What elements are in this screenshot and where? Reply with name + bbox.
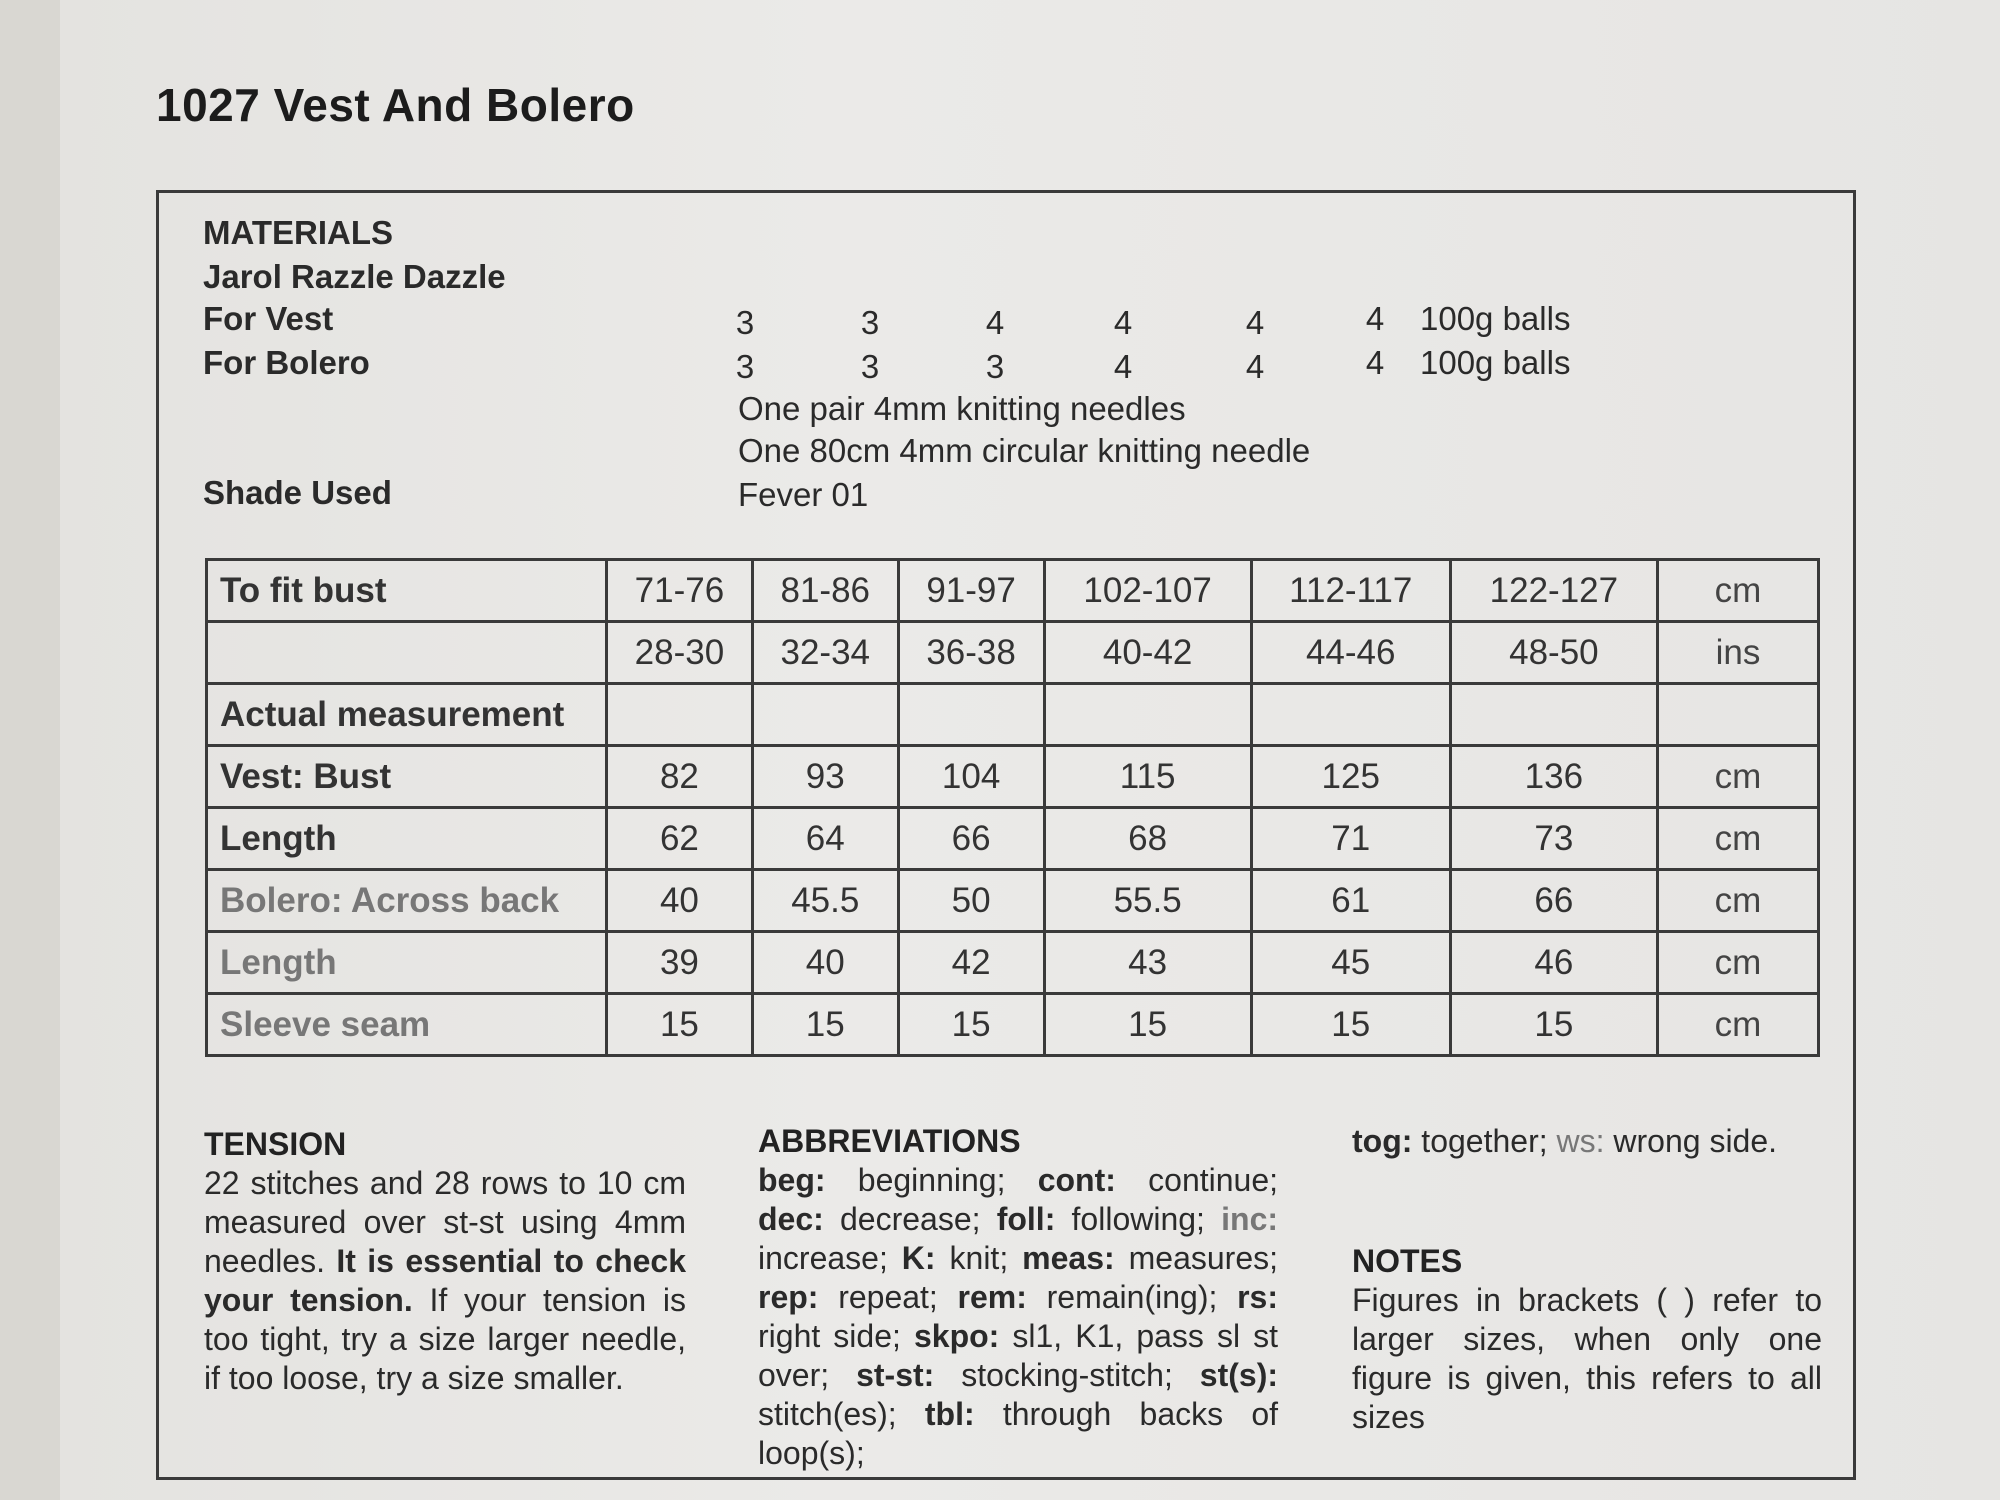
row-label: To fit bust <box>207 560 607 622</box>
abbreviations-heading: ABBREVIATIONS <box>758 1123 1021 1159</box>
abbreviation-item <box>758 1162 1005 1198</box>
abbreviation-term: rs: <box>1237 1279 1278 1315</box>
table-cell <box>1450 684 1657 746</box>
tension-warning: It is essential to check your tension. <box>204 1243 686 1318</box>
table-cell: 45 <box>1251 932 1450 994</box>
abbreviation-item <box>758 1279 938 1315</box>
abbreviation-term: st-st: <box>856 1357 935 1393</box>
shade-value: Fever 01 <box>738 476 869 513</box>
table-cell: 40 <box>607 870 753 932</box>
table-cell: 122-127 <box>1450 560 1657 622</box>
abbreviation-term: K: <box>901 1240 936 1276</box>
abbreviation-item <box>997 1201 1205 1237</box>
row-label <box>207 622 607 684</box>
row-label: Actual measurement <box>207 684 607 746</box>
vest-label: For Vest <box>203 300 334 337</box>
table-cell: 71-76 <box>607 560 753 622</box>
materials-heading: MATERIALS <box>203 214 394 251</box>
table-cell: 71 <box>1251 808 1450 870</box>
needles-pair: One pair 4mm knitting needles <box>738 390 1186 427</box>
abbreviation-item <box>1022 1240 1278 1276</box>
table-cell: 39 <box>607 932 753 994</box>
bolero-label: For Bolero <box>203 344 370 381</box>
abbreviations-section <box>758 1122 1278 1473</box>
table-cell: 44-46 <box>1251 622 1450 684</box>
table-cell <box>898 684 1044 746</box>
table-cell: 115 <box>1044 746 1251 808</box>
abbreviation-item <box>958 1279 1218 1315</box>
measurements-table <box>205 558 1820 1057</box>
table-cell <box>1044 684 1251 746</box>
table-cell <box>752 684 898 746</box>
abbreviation-term: inc: <box>1221 1201 1279 1237</box>
row-unit: cm <box>1658 870 1819 932</box>
yarn-name: Jarol Razzle Dazzle <box>203 258 506 295</box>
table-cell: 15 <box>1450 994 1657 1056</box>
table-cell: 61 <box>1251 870 1450 932</box>
abbreviation-def: right side; <box>758 1318 901 1354</box>
vest-count: 4 <box>985 304 1005 341</box>
vest-count: 4 <box>1113 304 1133 341</box>
abbreviation-term: tbl: <box>924 1396 975 1432</box>
table-cell: 82 <box>607 746 753 808</box>
table-row <box>207 746 1819 808</box>
table-cell: 43 <box>1044 932 1251 994</box>
abbreviation-def: continue; <box>1148 1162 1279 1198</box>
abbreviation-def: beginning; <box>857 1162 1006 1198</box>
table-cell: 68 <box>1044 808 1251 870</box>
abbreviation-term: beg: <box>758 1162 826 1198</box>
table-cell: 66 <box>1450 870 1657 932</box>
bolero-count: 4 <box>1113 348 1133 385</box>
table-cell: 81-86 <box>752 560 898 622</box>
table-cell: 112-117 <box>1251 560 1450 622</box>
table-cell: 15 <box>607 994 753 1056</box>
abbreviation-item <box>856 1357 1173 1393</box>
row-unit: ins <box>1658 622 1819 684</box>
table-cell: 55.5 <box>1044 870 1251 932</box>
bolero-count: 3 <box>860 348 880 385</box>
abbreviation-term: rem: <box>957 1279 1027 1315</box>
row-label: Length <box>207 808 607 870</box>
row-unit <box>1658 684 1819 746</box>
notes-text: Figures in brackets ( ) refer to larger sizes, when only one figure is given, this refers to all sizes <box>1352 1282 1822 1435</box>
row-label: Length <box>207 932 607 994</box>
abbreviation-term: st(s): <box>1199 1357 1279 1393</box>
abbreviation-def: remain(ing); <box>1046 1279 1218 1315</box>
abbreviations-continued <box>1352 1122 1822 1161</box>
table-cell: 45.5 <box>752 870 898 932</box>
abbreviation-term: rep: <box>758 1279 819 1315</box>
abbreviation-term: dec: <box>758 1201 824 1237</box>
table-cell: 48-50 <box>1450 622 1657 684</box>
abbreviation-def: following; <box>1071 1201 1205 1237</box>
vest-count: 4 <box>1245 304 1265 341</box>
table-cell: 15 <box>752 994 898 1056</box>
row-unit: cm <box>1658 932 1819 994</box>
row-label: Bolero: Across back <box>207 870 607 932</box>
table-cell: 66 <box>898 808 1044 870</box>
tension-advice: If your tension is too tight, try a size larger needle, if too loose, try a size smaller. <box>204 1282 687 1396</box>
vest-count: 3 <box>735 304 755 341</box>
table-cell: 62 <box>607 808 753 870</box>
vest-unit: 100g balls <box>1420 300 1571 337</box>
table-cell: 15 <box>1251 994 1450 1056</box>
abbreviation-term: foll: <box>996 1201 1056 1237</box>
bolero-count: 3 <box>735 348 755 385</box>
bolero-count: 3 <box>985 348 1005 385</box>
table-cell: 36-38 <box>898 622 1044 684</box>
row-unit: cm <box>1658 994 1819 1056</box>
abbreviation-def: stocking-stitch; <box>961 1357 1173 1393</box>
abbreviation-def: wrong side. <box>1613 1123 1778 1159</box>
vest-count: 4 <box>1365 300 1385 337</box>
table-row <box>207 560 1819 622</box>
table-cell: 64 <box>752 808 898 870</box>
vest-count: 3 <box>860 304 880 341</box>
table-cell: 28-30 <box>607 622 753 684</box>
abbreviation-def: knit; <box>949 1240 1009 1276</box>
table-cell: 40 <box>752 932 898 994</box>
table-cell <box>607 684 753 746</box>
abbreviation-item <box>1038 1162 1278 1198</box>
abbreviation-item <box>1352 1123 1548 1159</box>
table-row <box>207 622 1819 684</box>
bolero-count: 4 <box>1365 344 1385 381</box>
abbreviation-def: decrease; <box>839 1201 981 1237</box>
abbreviation-term: skpo: <box>913 1318 1000 1354</box>
table-cell: 73 <box>1450 808 1657 870</box>
abbreviation-term: ws: <box>1556 1123 1605 1159</box>
row-label: Sleeve seam <box>207 994 607 1056</box>
tension-heading: TENSION <box>204 1126 347 1162</box>
table-cell: 50 <box>898 870 1044 932</box>
abbreviation-item <box>758 1201 981 1237</box>
table-cell: 102-107 <box>1044 560 1251 622</box>
page-title: 1027 Vest And Bolero <box>156 79 635 131</box>
table-cell: 40-42 <box>1044 622 1251 684</box>
abbreviation-def: repeat; <box>838 1279 938 1315</box>
shade-label: Shade Used <box>203 474 392 511</box>
tension-text: 22 stitches and 28 rows to 10 cm measured over st-st using 4mm needles. <box>204 1165 686 1279</box>
abbreviation-def: sl1, K1, pass sl st over; <box>758 1318 1279 1393</box>
table-row <box>207 808 1819 870</box>
table-cell: 42 <box>898 932 1044 994</box>
row-unit: cm <box>1658 560 1819 622</box>
table-cell <box>1251 684 1450 746</box>
table-cell: 15 <box>898 994 1044 1056</box>
table-cell: 91-97 <box>898 560 1044 622</box>
row-unit: cm <box>1658 746 1819 808</box>
row-label: Vest: Bust <box>207 746 607 808</box>
table-cell: 32-34 <box>752 622 898 684</box>
table-row <box>207 994 1819 1056</box>
bolero-count: 4 <box>1245 348 1265 385</box>
needles-circular: One 80cm 4mm circular knitting needle <box>738 432 1311 469</box>
abbreviation-def: stitch(es); <box>758 1396 897 1432</box>
abbreviation-def: together; <box>1421 1123 1548 1159</box>
table-row <box>207 684 1819 746</box>
table-cell: 46 <box>1450 932 1657 994</box>
table-cell: 136 <box>1450 746 1657 808</box>
table-row <box>207 870 1819 932</box>
table-cell: 104 <box>898 746 1044 808</box>
tension-section <box>204 1125 686 1398</box>
notes-heading: NOTES <box>1352 1243 1463 1279</box>
table-cell: 15 <box>1044 994 1251 1056</box>
abbreviation-item <box>902 1240 1008 1276</box>
row-unit: cm <box>1658 808 1819 870</box>
abbreviation-term: cont: <box>1037 1162 1116 1198</box>
table-cell: 93 <box>752 746 898 808</box>
notes-section <box>1352 1242 1822 1437</box>
abbreviation-item <box>1557 1123 1778 1159</box>
abbreviation-def: increase; <box>758 1240 888 1276</box>
abbreviation-def: measures; <box>1128 1240 1278 1276</box>
abbreviation-term: meas: <box>1022 1240 1115 1276</box>
abbreviation-def: through backs of loop(s); <box>758 1396 1278 1471</box>
bolero-unit: 100g balls <box>1420 344 1571 381</box>
table-row <box>207 932 1819 994</box>
table-cell: 125 <box>1251 746 1450 808</box>
abbreviation-term: tog: <box>1352 1123 1413 1159</box>
